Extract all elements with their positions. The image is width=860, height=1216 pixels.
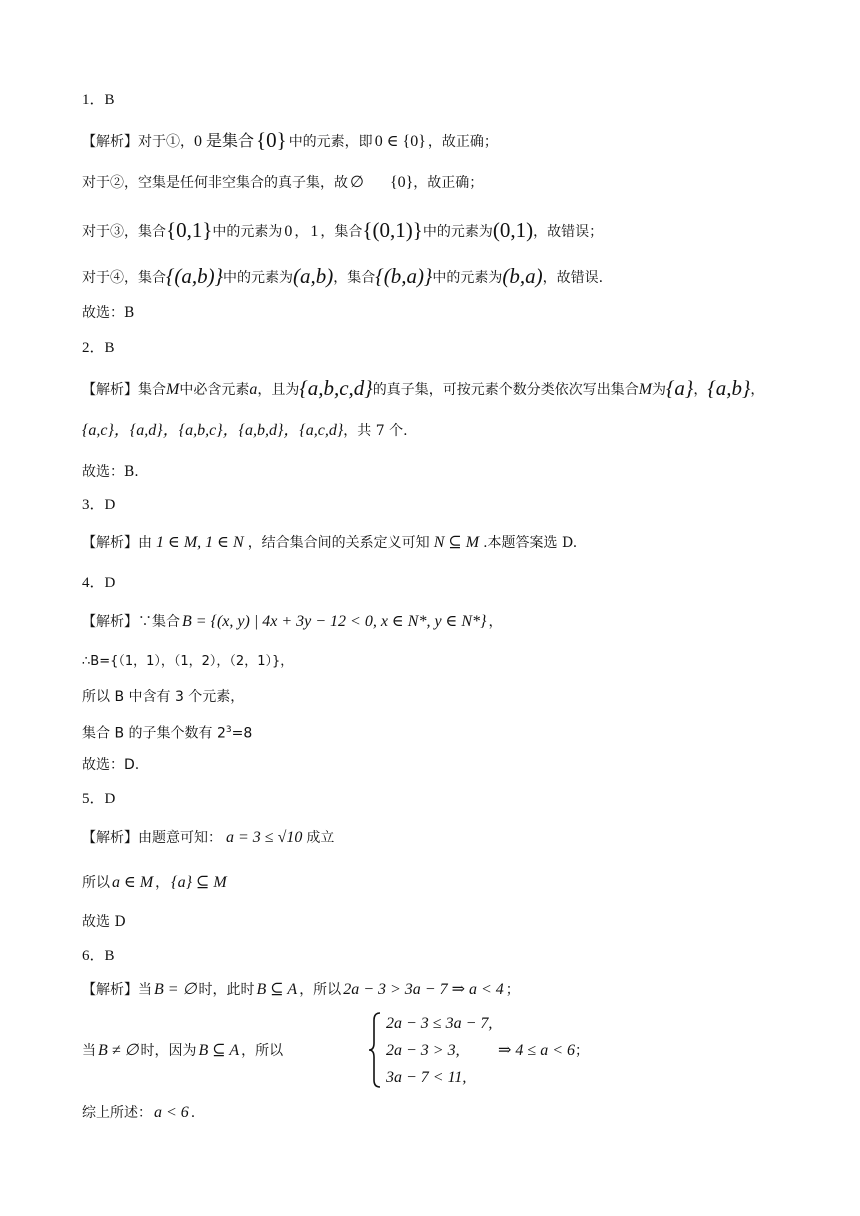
q6-conclusion (82, 1103, 195, 1123)
q3-math: 1 ∈ M, 1 ∈ N (156, 534, 244, 551)
q4-analysis-line-1 (82, 612, 502, 632)
q6-text: . (190, 1105, 196, 1121)
q1-text: 中的元素，即 (288, 134, 373, 150)
q2-text: 的真子集，可按元素个数分类依次写出集合 (372, 382, 639, 398)
q2-math: a (249, 381, 258, 398)
q6-text: ； (574, 1043, 589, 1059)
q3-math: N ⊆ M (433, 534, 480, 551)
q2-text: ， (750, 382, 765, 398)
q1-set: {0,1} (166, 218, 213, 242)
q4-analysis-line-3: 所以 B 中含有 3 个元素， (82, 689, 245, 705)
q2-set: {a,b,c,d} (299, 376, 373, 400)
q6-text: ； (505, 982, 520, 998)
q1-set: {(0,1)} (362, 218, 423, 242)
q5-text: 【解析】由题意可知： (82, 830, 222, 846)
q6-text: 当 (82, 1043, 96, 1059)
q1-text: ，故错误. (542, 270, 604, 286)
q6-math: a < 6 (154, 1104, 189, 1121)
q1-text: 中的元素为 (432, 270, 503, 286)
q4-set-definition: B = {(x, y) | 4x + 3y − 12 < 0, x ∈ N*, y ∈ N*} (182, 613, 487, 630)
q1-set-zero: {0} (389, 174, 414, 191)
q4-text: 集合 B 的子集个数有 2 (82, 725, 226, 742)
q5-math: a ∈ M (112, 874, 154, 891)
q6-heading: 6．B (82, 948, 115, 964)
q2-set: {a,b} (707, 376, 751, 400)
q2-text: ， (693, 382, 708, 398)
q6-implication (498, 1041, 589, 1061)
q1-text: 对于④，集合 (82, 270, 166, 286)
q1-pair: (0,1) (492, 218, 534, 242)
q1-text: ，故错误； (533, 224, 604, 240)
q6-text: 时，因为 (140, 1043, 197, 1059)
q6-math: B ≠ ∅ (98, 1042, 139, 1059)
q1-answer: 故选：B (82, 305, 135, 321)
q5-analysis-line-2 (82, 873, 229, 893)
q1-math: 0 (284, 223, 293, 240)
q1-math: 0 是集合 (194, 133, 255, 150)
q6-math: B ⊆ A (256, 981, 298, 998)
q4-exponent: 3 (225, 725, 232, 735)
q3-text: ，结合集合间的关系定义可知 (247, 535, 430, 551)
q6-text: 时，此时 (198, 982, 255, 998)
q2-text: 中必含元素 (179, 382, 250, 398)
empty-set-symbol: ∅ (350, 174, 364, 191)
q5-text: 所以 (82, 875, 110, 891)
q3-heading: 3．D (82, 497, 116, 513)
q4-text: ， (488, 614, 503, 630)
q6-math: ⇒ 4 ≤ a < 6 (498, 1042, 575, 1059)
q1-text: 中的元素为 (422, 224, 493, 240)
q6-system-row-2: 2a − 3 > 3, (386, 1042, 460, 1059)
q2-analysis-line-2 (82, 421, 408, 441)
q4-analysis-line-4 (82, 720, 252, 744)
q1-set-zero: {0} (256, 128, 287, 152)
q6-system-row-3: 3a − 7 < 11, (386, 1069, 467, 1086)
q5-heading: 5．D (82, 791, 116, 807)
q3-text: .本题答案选 D. (483, 535, 578, 551)
q2-text: ，共 7 个. (343, 423, 408, 439)
q6-analysis-line-2 (82, 1041, 283, 1061)
q4-heading: 4．D (82, 575, 116, 591)
q1-text: ，集合 (333, 270, 376, 286)
q2-text: 为 (652, 382, 667, 398)
q1-text: 对于②，空集是任何非空集合的真子集，故 (82, 175, 348, 191)
q1-analysis-line-3 (82, 219, 603, 242)
q2-math: M (166, 381, 180, 398)
q3-text: 【解析】由 (82, 535, 152, 551)
q1-text: ，集合 (320, 224, 363, 240)
q2-heading: 2．B (82, 340, 115, 356)
q1-text: ， (294, 224, 309, 240)
q2-text: 【解析】集合 (82, 382, 166, 398)
q5-text: ， (155, 875, 170, 891)
q4-text: =8 (231, 725, 253, 742)
q6-math: B = ∅ (154, 981, 197, 998)
q1-text: ，故正确； (413, 175, 484, 191)
q6-text: 综上所述： (82, 1105, 152, 1121)
q2-subset-list: {a,c}，{a,d}，{a,b,c}，{a,b,d}，{a,c,d} (82, 422, 344, 439)
q6-inequality-system (82, 1012, 682, 1090)
q3-analysis (82, 533, 577, 553)
q5-math: {a} ⊆ M (171, 874, 227, 891)
q1-pair: (b,a) (502, 264, 543, 288)
q4-answer: 故选：D. (82, 757, 140, 773)
left-brace (368, 1012, 382, 1088)
q4-text: 【解析】∵集合 (82, 614, 180, 630)
q1-membership: 0 ∈ {0} (374, 133, 426, 150)
q2-answer: 故选：B. (82, 464, 139, 480)
q1-heading: 1．B (82, 92, 115, 108)
q1-text: 对于③，集合 (82, 224, 166, 240)
q1-math: 1 (310, 223, 319, 240)
q1-text: 【解析】对于①， (82, 134, 194, 150)
q6-analysis-line-1 (82, 980, 520, 1000)
q5-analysis-line-1 (82, 828, 334, 848)
q4-analysis-line-2: ∴B={（1，1），（1，2），（2，1）}， (82, 654, 294, 669)
q2-set: {a} (666, 376, 694, 400)
q6-text: ，所以 (241, 1043, 284, 1059)
q2-text: ，且为 (257, 382, 300, 398)
q6-system-row-1: 2a − 3 ≤ 3a − 7, (386, 1015, 493, 1032)
q5-math: a = 3 ≤ √10 (226, 829, 303, 846)
q5-text: 成立 (306, 830, 335, 846)
q1-text: 中的元素为 (212, 224, 283, 240)
q6-text: 【解析】当 (82, 982, 152, 998)
q5-answer: 故选 D (82, 914, 126, 930)
q1-set: {(b,a)} (375, 264, 433, 288)
q1-text: 中的元素为 (223, 270, 294, 286)
q2-analysis-line-1 (82, 377, 764, 400)
q1-set: {(a,b)} (166, 264, 224, 288)
q1-pair: (a,b) (293, 264, 334, 288)
q2-math: M (638, 381, 653, 398)
q1-analysis-line-1 (82, 129, 498, 152)
q6-inequality: 2a − 3 > 3a − 7 ⇒ a < 4 (343, 981, 504, 998)
q6-text: ，所以 (299, 982, 342, 998)
q1-analysis-line-4 (82, 265, 603, 288)
q1-text: ，故正确； (427, 134, 498, 150)
q1-analysis-line-2 (82, 173, 483, 193)
q6-math: B ⊆ A (198, 1042, 240, 1059)
